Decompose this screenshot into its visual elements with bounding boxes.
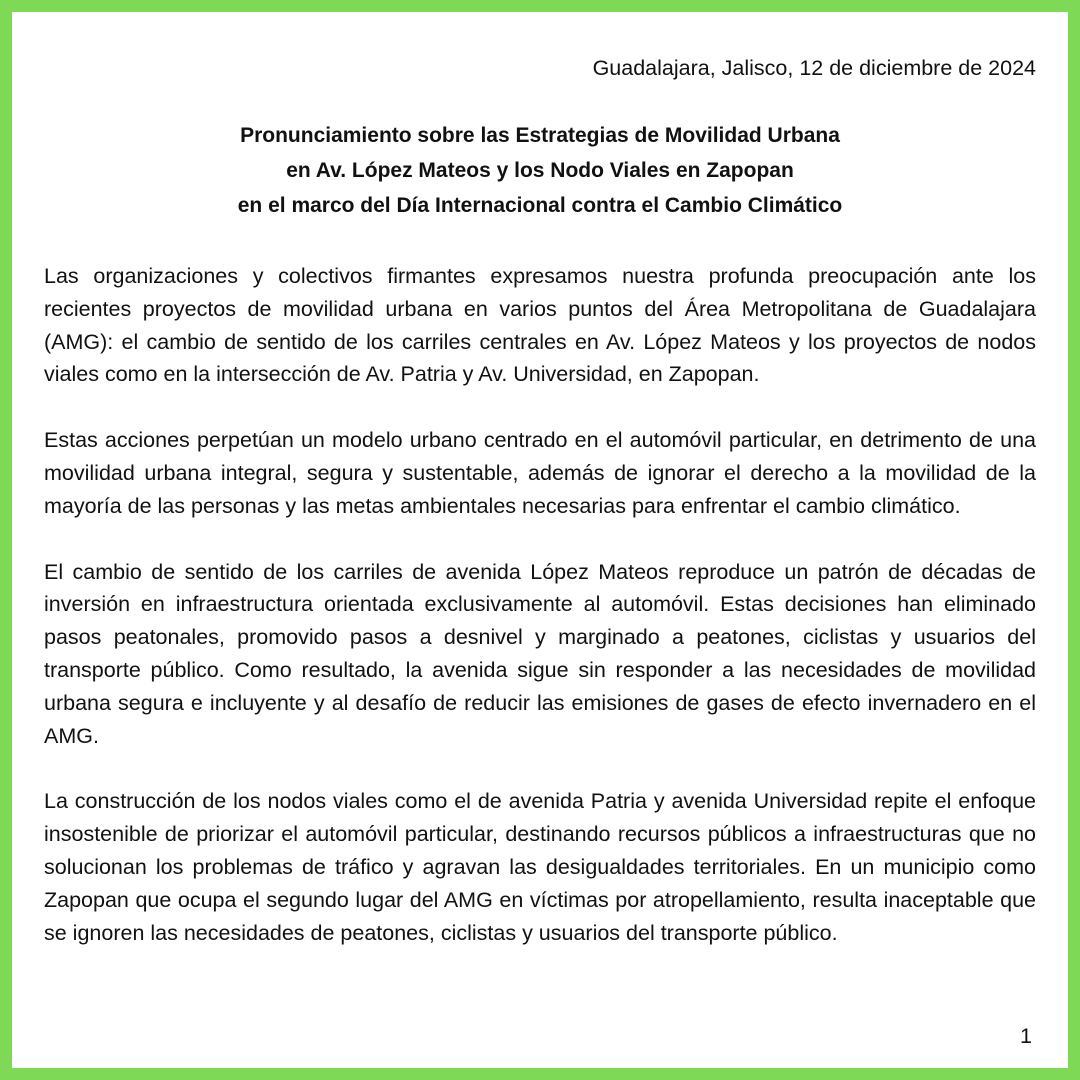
paragraph-1: Las organizaciones y colectivos firmantes expresamos nuestra profunda preocupación ante los recientes proyectos de movilidad urbana en varios puntos del Área Metropolitana de Guadalajara (AMG): el cambio de sentido de los carriles centrales en Av. López Mateos y los proyectos de nodos viales como en la intersección de Av. Patria y Av. Universidad, en Zapopan. xyxy=(44,264,1036,387)
document-title xyxy=(44,118,1036,223)
document-body xyxy=(44,260,1036,982)
paragraph-4: La construcción de los nodos viales como el de avenida Patria y avenida Universidad repite el enfoque insostenible de priorizar el automóvil particular, destinando recursos públicos a infraestructuras que no solucionan los problemas de tráfico y agravan las desigualdades territoriales. En un municipio como Zapopan que ocupa el segundo lugar del AMG en víctimas por atropellamiento, resulta inaceptable que se ignoren las necesidades de peatones, ciclistas y usuarios del transporte público. xyxy=(44,789,1036,945)
title-line-1: Pronunciamiento sobre las Estrategias de Movilidad Urbana xyxy=(240,124,840,147)
date-line: Guadalajara, Jalisco, 12 de diciembre de 2024 xyxy=(592,56,1036,80)
title-line-3: en el marco del Día Internacional contra el Cambio Climático xyxy=(237,194,843,217)
title-line-2: en Av. López Mateos y los Nodo Viales en Zapopan xyxy=(286,159,794,182)
paragraph-2: Estas acciones perpetúan un modelo urbano centrado en el automóvil particular, en detrimento de una movilidad urbana integral, segura y sustentable, además de ignorar el derecho a la movilidad de la mayoría de las personas y las metas ambientales necesarias para enfrentar el cambio climático. xyxy=(44,428,1036,518)
page-number: 1 xyxy=(1020,1024,1032,1048)
paragraph-3: El cambio de sentido de los carriles de avenida López Mateos reproduce un patrón de décadas de inversión en infraestructura orientada exclusivamente al automóvil. Estas decisiones han eliminado pasos peatonales, promovido pasos a desnivel y marginado a peatones, ciclistas y usuarios del transporte público. Como resultado, la avenida sigue sin responder a las necesidades de movilidad urbana segura e incluyente y al desafío de reducir las emisiones de gases de efecto invernadero en el AMG. xyxy=(44,559,1036,748)
